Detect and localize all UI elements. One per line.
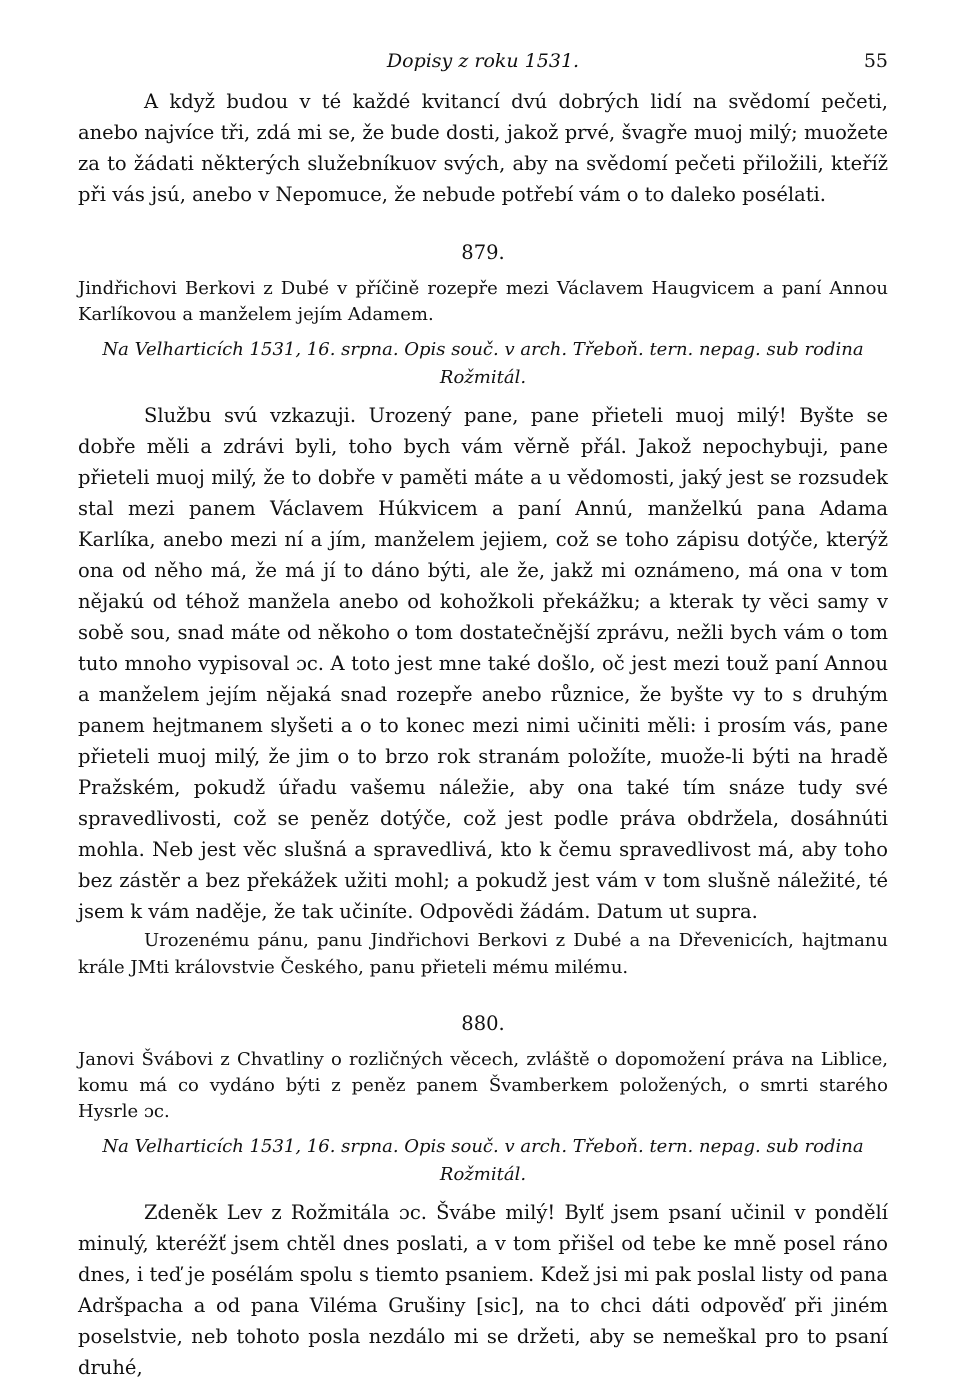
letter-source: Na Velharticích 1531, 16. srpna. Opis souč. v arch. Třeboň. tern. nepag. sub rodina Rožmitál.	[102, 1136, 864, 1185]
letter-regest: Jindřichovi Berkovi z Dubé v příčině rozepře mezi Václavem Haugvicem a paní Annou Karlíkovou a manželem jejím Adamem.	[78, 278, 888, 325]
page-number: 55	[863, 50, 888, 72]
letter-body: Zdeněk Lev z Rožmitála ɔc. Švábe milý! Bylť jsem psaní učinil v pondělí minulý, kteréžť jsem chtěl dnes poslati, a v tom přišel od tebe ke mně posel ráno dnes, i teď je posélám spolu s tiemto psaniem. Kdež jsi mi pak poslal listy od pana Adršpacha a od pana Viléma Grušiny [sic], na to chci dáti odpověď při jiném poselstvie, neb tohoto posla nezdálo mi se držeti, aby se nemeškal pro to psaní druhé,	[78, 1201, 888, 1379]
letter-body: Službu svú vzkazuji. Urozený pane, pane přieteli muoj milý! Byšte se dobře měli a zdrávi byli, toho bych vám věrně přál. Jakož nepochybuji, pane přieteli muoj milý, že to dobře v paměti máte a u vědomosti, jaký jest se rozsudek stal mezi panem Václavem Húkvicem a paní Annú, manželkú pana Adama Karlíka, anebo mezi ní a jím, manželem jejiem, což se toho zápisu dotýče, kterýž ona od něho má, že má jí to dáno býti, ale že, jakž mi oznámeno, má ona v tom nějakú od téhož manžela anebo od kohožkoli překážku; a kterak ty věci samy v sobě sou, snad máte od někoho o tom dostatečnější zprávu, nežli bych vám o tom tuto mnoho vypisoval ɔc. A toto jest mne také došlo, oč jest mezi touž paní Annou a manželem jejím nějaká snad rozepře anebo různice, že byšte vy to s druhým panem hejtmanem slyšeti a o to konec mezi nimi učiniti měli: i prosím vás, pane přieteli muoj milý, že jim o to brzo rok stranám položíte, muože-li býti na hradě Pražském, pokudž úřadu vašemu náležie, aby ona také tím snáze tudy své spravedlivosti, což se peněz dotýče, což jest podle práva obdržela, dosáhnúti mohla. Neb jest věc slušná a spravedlivá, kto k čemu spravedlivost má, aby toho bez zástěr a bez překážek užiti mohl; a pokudž jest vám v tom slušně náležité, té jsem k vám naděje, že tak učiníte. Odpovědi žádám. Datum ut supra.	[78, 404, 888, 923]
running-head	[78, 46, 888, 78]
letter-address: Urozenému pánu, panu Jindřichovi Berkovi z Dubé a na Dřevenicích, hajtmanu krále JMti královstvie Českého, panu přieteli mému milému.	[78, 930, 888, 978]
letter-number: 879.	[461, 241, 505, 264]
intro-paragraph: A když budou v té každé kvitancí dvú dobrých lidí na svědomí pečeti, anebo najvíce tři, zdá mi se, že bude dosti, jakož prvé, švagře muoj milý; muožete za to žádati některých služebníkuov svých, aby na svědomí pečeti přiložili, kteříž při vás jsú, anebo v Nepomuce, že nebude potřebí vám o to daleko posélati.	[78, 90, 888, 206]
letter-880	[78, 1009, 888, 1383]
letter-regest: Janovi Švábovi z Chvatliny o rozličných věcech, zvláště o dopomožení práva na Liblice, komu má co vydáno býti z peněz panem Švamberkem položených, o smrti starého Hysrle ɔc.	[78, 1049, 888, 1122]
letter-source: Na Velharticích 1531, 16. srpna. Opis souč. v arch. Třeboň. tern. nepag. sub rodina Rožmitál.	[102, 339, 864, 388]
page	[78, 46, 888, 1383]
letter-879	[78, 238, 888, 981]
letter-number: 880.	[461, 1012, 505, 1035]
running-title: Dopisy z roku 1531.	[386, 50, 580, 72]
